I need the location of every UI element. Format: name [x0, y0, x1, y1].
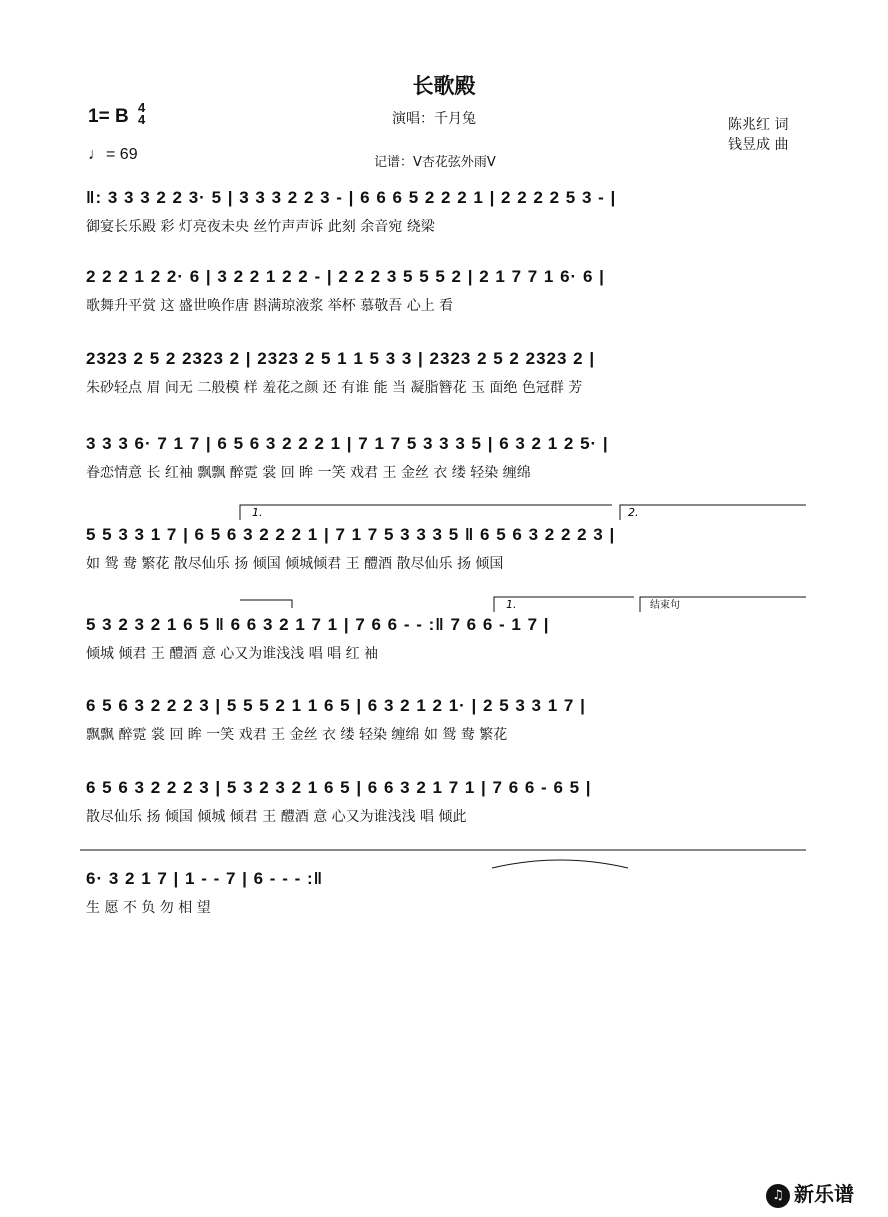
logo-text: 新乐谱 — [794, 1182, 854, 1206]
notes-line: 2 2 2 1 2 2· 6 | 3 2 2 1 2 2 - | 2 2 2 3 5 5 5 2 | 2 1 7 7 1 6· 6 | — [86, 267, 605, 286]
notes-line: 5 3 2 3 2 1 6 5 ‖ 6 6 3 2 1 7 1 | 7 6 6 - - :‖ 7 6 6 - 1 7 | — [86, 615, 550, 634]
time-sig-top: 4 — [138, 100, 146, 115]
time-sig-bottom: 4 — [138, 112, 146, 127]
lyrics-line: 御宴长乐殿 彩 灯亮夜未央 丝竹声声诉 此刻 余音宛 绕梁 — [86, 219, 435, 235]
lyrics-line: 歌舞升平赏 这 盛世唤作唐 斟满琼液浆 举杯 慕敬吾 心上 看 — [86, 298, 454, 314]
phrase-slur — [492, 860, 628, 868]
transcriber: 记谱：V杏花弦外雨V — [374, 155, 496, 170]
singer: 演唱：千月兔 — [392, 111, 476, 127]
volta-2-label: 2. — [628, 506, 639, 519]
lyrics-line: 飘飘 醉霓 裳 回 眸 一笑 戏君 王 金丝 衣 缕 轻染 缠绵 如 鸳 鸯 繁花 — [86, 727, 508, 743]
volta-1-bracket — [240, 505, 612, 520]
lyrics-line: 眷恋情意 长 红袖 飘飘 醉霓 裳 回 眸 一笑 戏君 王 金丝 衣 缕 轻染 缠绵 — [86, 465, 531, 481]
notes-line: 6 5 6 3 2 2 2 3 | 5 5 5 2 1 1 6 5 | 6 3 2 1 2 1· | 2 5 3 3 1 7 | — [86, 696, 586, 715]
notes-line: 6· 3 2 1 7 | 1 - - 7 | 6 - - - :‖ — [86, 869, 324, 888]
notes-line: 3 3 3 6· 7 1 7 | 6 5 6 3 2 2 2 1 | 7 1 7 5 3 3 3 5 | 6 3 2 1 2 5· | — [86, 434, 609, 453]
notes-line: ‖: 3 3 3 2 2 3· 5 | 3 3 3 2 2 3 - | 6 6 6 5 2 2 2 1 | 2 2 2 2 5 3 - | — [86, 188, 617, 207]
lyrics-line: 如 鸳 鸯 繁花 散尽仙乐 扬 倾国 倾城倾君 王 醴酒 散尽仙乐 扬 倾国 — [86, 556, 504, 572]
lyrics-line: 朱砂轻点 眉 间无 二般模 样 羞花之颜 还 有谁 能 当 凝脂簪花 玉 面绝 色冠群 芳 — [86, 380, 583, 396]
volta-1-label: 1. — [252, 506, 263, 519]
volta-1-end-bracket — [240, 600, 292, 608]
lyrics-line: 倾城 倾君 王 醴酒 意 心又为谁浅浅 唱 唱 红 袖 — [86, 646, 379, 662]
composer: 钱昱成 曲 — [728, 137, 789, 153]
lyrics-line: 生 愿 不 负 勿 相 望 — [86, 900, 211, 916]
quarter-note-icon: ♩ — [88, 146, 104, 163]
lyrics-line: 散尽仙乐 扬 倾国 倾城 倾君 王 醴酒 意 心又为谁浅浅 唱 倾此 — [86, 809, 467, 825]
site-logo — [766, 1178, 854, 1208]
notes-line: 6 5 6 3 2 2 2 3 | 5 3 2 3 2 1 6 5 | 6 6 3 2 1 7 1 | 7 6 6 - 6 5 | — [86, 778, 592, 797]
notes-line: 2323 2 5 2 2323 2 | 2323 2 5 1 1 5 3 3 | 2323 2 5 2 2323 2 | — [86, 349, 596, 368]
volta-2-bracket — [620, 505, 806, 520]
song-title: 长歌殿 — [412, 74, 476, 98]
ending-label: 结束句 — [650, 600, 680, 611]
notes-line: 5 5 3 3 1 7 | 6 5 6 3 2 2 2 1 | 7 1 7 5 3 3 3 5 ‖ 6 5 6 3 2 2 2 3 | — [86, 525, 616, 544]
lyricist: 陈兆红 词 — [728, 117, 789, 133]
volta-1b-label: 1. — [506, 598, 517, 611]
key-signature: 1= B — [88, 106, 129, 127]
disc-icon: ♫ — [766, 1184, 790, 1208]
tempo-value: = 69 — [106, 146, 138, 163]
